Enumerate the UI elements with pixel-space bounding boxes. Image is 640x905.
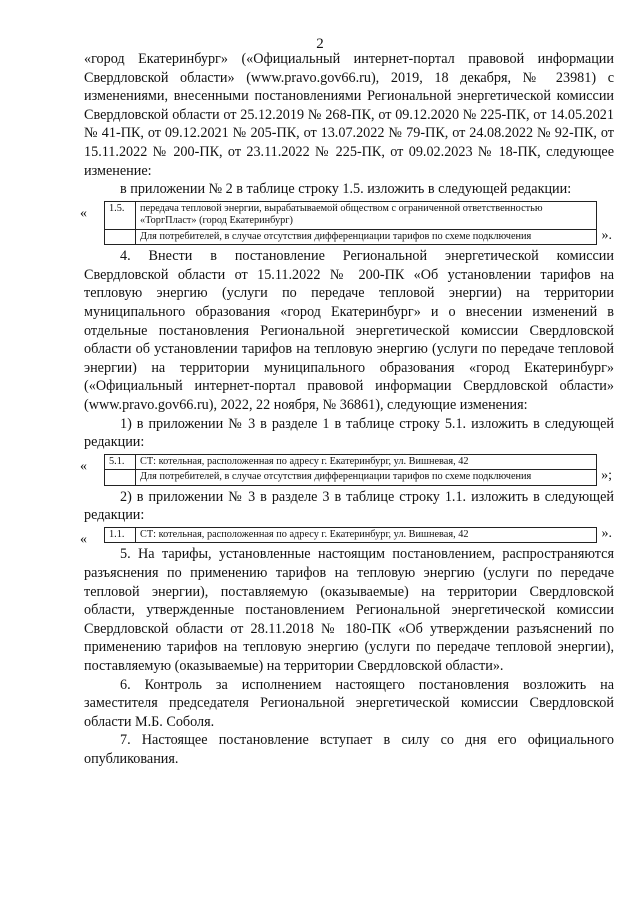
paragraph-4-1: 1) в приложении № 3 в разделе 1 в таблице строку 5.1. изложить в следующей редакции: [84, 415, 614, 451]
paragraph-7: 7. Настоящее постановление вступает в силу со дня его официального опубликования. [84, 732, 614, 767]
amendment-table-3 [80, 525, 614, 547]
close-quote: ». [601, 525, 612, 541]
row-number: 5.1. [105, 454, 136, 470]
open-quote: « [80, 531, 87, 547]
open-quote: « [80, 458, 87, 474]
empty-cell [105, 229, 136, 245]
paragraph-appendix-2: в приложении № 2 в таблице строку 1.5. изложить в следующей редакции: [120, 181, 572, 198]
close-quote: »; [601, 468, 612, 484]
paragraph-4: 4. Внести в постановление Региональной энергетической комиссии Свердловской области от 15.11.2022 № 200-ПК «Об установлении тарифов на тепловую энергию (услуги по передаче тепловой энергии) на территории муниципального образования «город Екатеринбург» и о внесении изменений в отдельные постановления Региональной энергетической комиссии Свердловской области об установлении тарифов на тепловую энергию (услуги по передаче тепловой энергии) на территории муниципального образования «город Екатеринбург» («Официальный интернет-портал правовой информации Свердловской области» (www.pravo.gov66.ru), 2022, 22 ноября, № 36861), следующие изменения: [84, 248, 614, 413]
paragraph-4-2: 2) в приложении № 3 в разделе 3 в таблице строку 1.1. изложить в следующей редакции: [84, 488, 614, 524]
row-description: СТ: котельная, расположенная по адресу г. Екатеринбург, ул. Вишневая, 42 [136, 454, 597, 470]
row-note: Для потребителей, в случае отсутствия дифференциации тарифов по схеме подключения [136, 470, 597, 486]
row-number: 1.5. [105, 201, 136, 229]
paragraph-intro: «город Екатеринбург» («Официальный интернет-портал правовой информации Свердловской области» (www.pravo.gov66.ru), 2019, 18 декабря, № 23981) с изменениями, внесенными постановлениями Региональной энергетической комиссии Свердловской области от 25.12.2019 № 268-ПК, от 09.12.2020 № 225-ПК, от 14.05.2021 № 41-ПК, от 09.12.2021 № 205-ПК, от 13.07.2022 № 79-ПК, от 24.08.2022 № 92-ПК, от 15.11.2022 № 200-ПК, от 23.11.2022 № 225-ПК, от 09.02.2023 № 18-ПК, следующее изменение: [84, 51, 614, 179]
table-2 [104, 454, 597, 486]
empty-cell [105, 470, 136, 486]
paragraph-5: 5. На тарифы, установленные настоящим постановлением, распространяются разъяснения по применению тарифов на тепловую энергию (услуги по передаче тепловой энергии), поставляемую (оказываемые) на территории Свердловской области, утвержденные постановлением Региональной энергетической комиссии Свердловской области от 28.11.2018 № 180-ПК «Об утверждении разъяснений по применению тарифов на тепловую энергию (услуги по передаче тепловой энергии), поставляемую (оказываемые) на территории Свердловской области». [84, 546, 614, 675]
row-description: СТ: котельная, расположенная по адресу г. Екатеринбург, ул. Вишневая, 42 [136, 527, 597, 543]
row-note: Для потребителей, в случае отсутствия дифференциации тарифов по схеме подключения [136, 229, 597, 245]
amendment-table-2 [80, 454, 614, 486]
row-number: 1.1. [105, 527, 136, 543]
paragraph-6: 6. Контроль за исполнением настоящего постановления возложить на заместителя председателя Региональной энергетической комиссии Свердловской области М.Б. Соболя. [84, 676, 614, 730]
open-quote: « [80, 205, 87, 221]
document-body [80, 50, 614, 769]
page-number: 2 [316, 36, 324, 52]
close-quote: ». [601, 227, 612, 243]
amendment-table-1 [80, 201, 614, 246]
table-3 [104, 527, 597, 544]
row-description: передача тепловой энергии, вырабатываемой обществом с ограниченной ответственностью «ТоргПласт» (город Екатеринбург) [136, 201, 597, 229]
table-1 [104, 201, 597, 246]
